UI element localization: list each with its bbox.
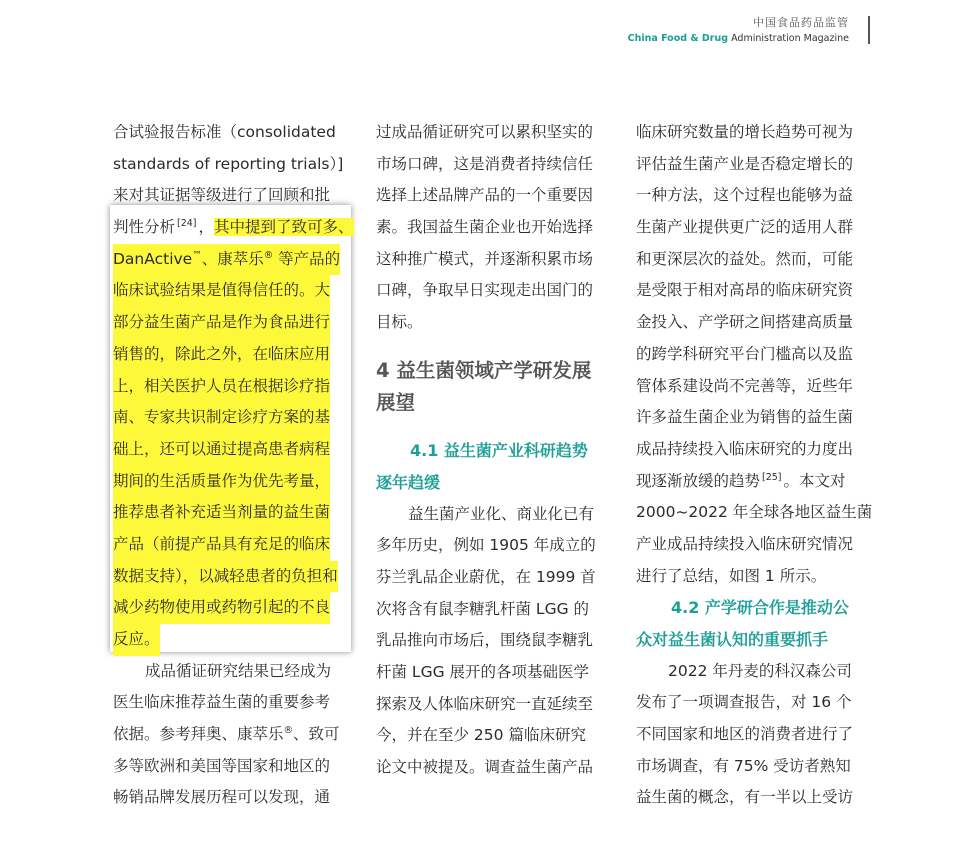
text-line: 管体系建设尚不完善等，近些年 [636,376,854,395]
text-line: 判性分析 [24] ，其中提到了致可多、 [113,218,354,237]
text-line [113,307,353,339]
text-line: 多等欧洲和美国等国家和地区的 [113,756,331,775]
text-line [113,529,353,561]
text-line: 2000~2022 年全球各地区益生菌 [636,503,873,522]
text-line: 市场调查，有 75% 受访者熟知 [636,756,851,775]
column-right [636,117,872,814]
text-line: 来对其证据等级进行了回顾和批 [113,186,331,205]
column-middle [376,117,611,784]
text-line: 芬兰乳品企业蔚优，在 1999 首 [376,567,596,586]
text-line: 一种方法，这个过程也能够为益 [636,186,854,205]
subsection-heading-4-1-cont: 逐年趋缓 [376,472,441,492]
text-line: 和更深层次的益处。然而，可能 [636,249,854,268]
text-line: 进行了总结，如图 1 所示。 [636,566,827,585]
section-heading-4: 4 益生菌领域产学研发展 [376,358,592,382]
header-divider [868,16,870,44]
text-line: 益生菌的概念，有一半以上受访 [636,788,854,807]
highlighted-text: 部分益生菌产品是作为食品进行 [113,307,330,339]
text-line: 选择上述品牌产品的一个重要因 [376,186,594,205]
highlighted-text: 其中提到了致可多、 [214,218,354,237]
text-line [113,275,353,307]
text-line: 今，并在至少 250 篇临床研究 [376,726,586,745]
text-line: 素。我国益生菌企业也开始选择 [376,218,594,237]
highlighted-text: 推荐患者补充适当剂量的益生菌 [113,497,330,529]
text-line: 生菌产业提供更广泛的适用人群 [636,218,854,237]
journal-title-en [628,32,849,46]
highlighted-text: DanActive™、康萃乐® 等产品的 [113,244,340,276]
text-line: 次将含有鼠李糖乳杆菌 LGG 的 [376,599,590,618]
highlighted-text: 上，相关医护人员在根据诊疗指 [113,371,330,403]
text-line: 多年历史，例如 1905 年成立的 [376,536,596,555]
text-line: 乳品推向市场后，围绕鼠李糖乳 [376,631,594,650]
text-line: 成品循证研究结果已经成为 [145,661,332,680]
text-line: 不同国家和地区的消费者进行了 [636,725,854,744]
section-heading-4-cont: 展望 [376,390,416,414]
highlighted-text: 产品（前提产品具有充足的临床 [113,529,330,561]
highlighted-text: 临床试验结果是值得信任的。大 [113,275,330,307]
text-line: 畅销品牌发展历程可以发现，通 [113,788,331,807]
text-line: 成品持续投入临床研究的力度出 [636,439,854,458]
spacer [376,418,611,435]
text-line: 益生菌产业化、商业化已有 [408,504,595,523]
text-line: 探索及人体临床研究一直延续至 [376,694,594,713]
text-line [113,434,353,466]
highlighted-text: 减少药物使用或药物引起的不良 [113,592,330,624]
highlighted-text: 反应。 [113,624,160,656]
subsection-heading-4-1: 4.1 益生菌产业科研趋势 [410,441,588,461]
text-line: 市场口碑，这是消费者持续信任 [376,154,594,173]
subsection-heading-4-2: 4.2 产学研合作是推动公 [671,598,849,618]
text-line: 论文中被提及。调查益生菌产品 [376,758,594,777]
text-line: 口碑，争取早日实现走出国门的 [376,281,594,300]
text-line: 发布了一项调查报告，对 16 个 [636,693,852,712]
trademark-mark: ™ [192,249,202,261]
text-line [113,339,353,371]
text-line: 杆菌 LGG 展开的各项基础医学 [376,663,590,681]
citation-24: [24] [177,218,197,230]
text-line [113,244,353,276]
text-line: 过成品循证研究可以累积坚实的 [376,123,594,141]
text-line: 依据。参考拜奥、康萃乐®、致可 [113,725,340,744]
text-line: 2022 年丹麦的科汉森公司 [668,661,852,680]
text-line: 合试验报告标准（consolidated [113,123,336,141]
subsection-heading-4-2-cont: 众对益生菌认知的重要抓手 [636,630,829,649]
text-line: 医生临床推荐益生菌的重要参考 [113,693,331,712]
text-line: 现逐渐放缓的趋势 [25] 。本文对 [636,471,846,490]
highlighted-text: 数据支持），以减轻患者的负担和 [113,561,338,593]
text-line [113,497,353,529]
text-line [113,402,353,434]
text-line: 临床研究数量的增长趋势可视为 [636,123,854,141]
text-line [113,561,353,593]
text-line: 许多益生菌企业为销售的益生菌 [636,408,854,427]
highlighted-text: 期间的生活质量作为优先考量， [113,466,330,498]
text-line: 这种推广模式，并逐渐积累市场 [376,249,594,268]
text-line [113,466,353,498]
journal-header [628,16,849,46]
journal-title-en-a: China Food & Drug [627,33,729,44]
text-line [113,592,353,624]
journal-title-en-b: Administration Magazine [731,33,849,44]
text-line: standards of reporting trials）] [113,154,344,173]
highlighted-text: 南、专家共识制定诊疗方案的基 [113,402,330,434]
text-line: 金投入、产学研之间搭建高质量 [636,313,854,332]
text-line: 是受限于相对高昂的临床研究资 [636,281,854,300]
highlighted-text: 销售的，除此之外，在临床应用 [113,339,330,371]
column-left [113,117,353,814]
registered-mark: ® [283,725,294,737]
text-line: 目标。 [376,313,423,332]
registered-mark: ® [263,249,274,261]
citation-25: [25] [762,471,782,483]
text-line: 产业成品持续投入临床研究情况 [636,534,854,553]
highlighted-text: 础上，还可以通过提高患者病程 [113,434,330,466]
journal-title-cn: 中国食品药品监管 [753,16,849,29]
text-line: 评估益生菌产业是否稳定增长的 [636,154,854,173]
text-line [113,371,353,403]
text-line [113,624,353,656]
spacer [376,339,611,355]
text-line: 的跨学科研究平台门槛高以及监 [636,344,854,363]
